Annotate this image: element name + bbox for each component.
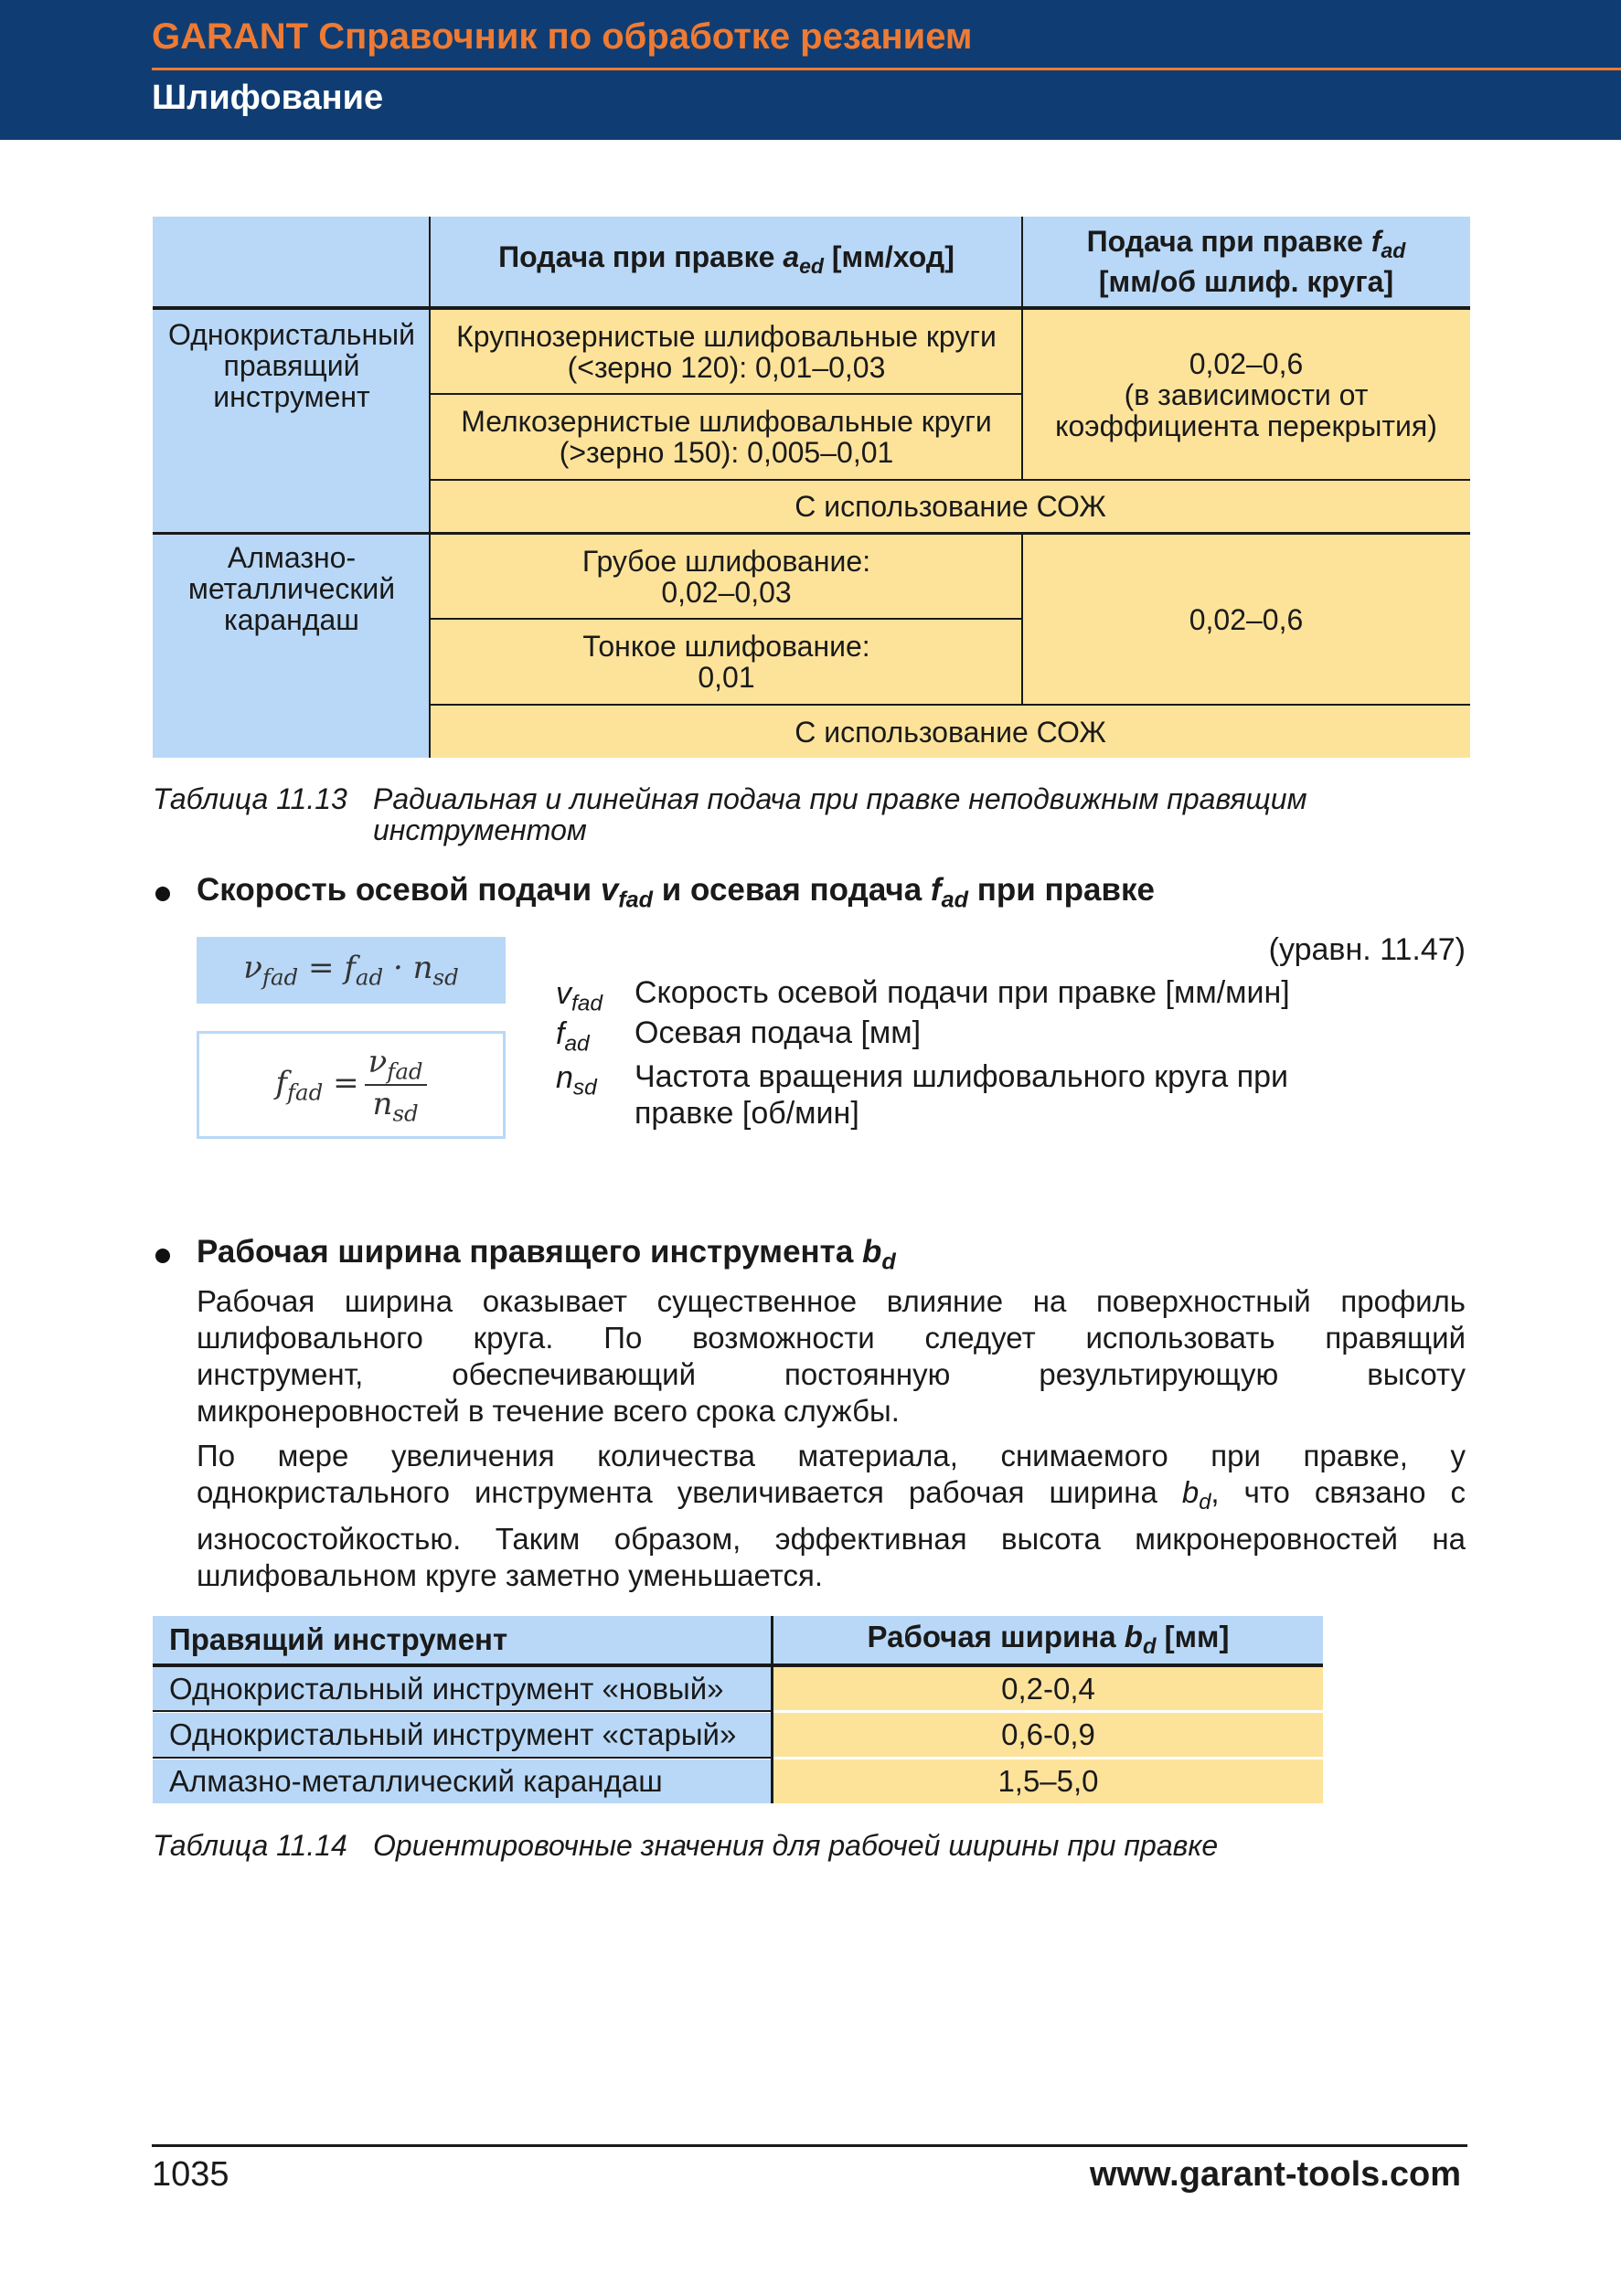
symbol-n-sd-desc: Частота вращения шлифовального круга при правке [об/мин] bbox=[635, 1059, 1289, 1131]
table1-rule bbox=[1021, 217, 1023, 306]
table2-rule bbox=[153, 1710, 772, 1712]
table1-rule bbox=[153, 306, 1470, 310]
table-row-width: 0,6-0,9 bbox=[773, 1713, 1323, 1757]
chapter-title: Шлифование bbox=[152, 79, 384, 117]
table1-group2-coolant: С использование СОЖ bbox=[431, 706, 1470, 758]
table2-rule bbox=[153, 1757, 772, 1759]
table1-col2-header: Подача при правке $a_{ed}$ [мм/ход] bbox=[431, 217, 1022, 306]
symbol-v-fad-desc: Скорость осевой подачи при правке [мм/мин] bbox=[635, 975, 1290, 1010]
table1-rule bbox=[153, 532, 1470, 535]
table1-group1-fine: Мелкозернистые шлифовальные круги (>зерно 150): 0,005–0,01 bbox=[431, 395, 1022, 479]
table1-rule bbox=[431, 618, 1022, 620]
table1-group1-feed: 0,02–0,6 (в зависимости от коэффициента перекрытия) bbox=[1022, 310, 1470, 479]
table2-header-tool: Правящий инструмент bbox=[153, 1616, 772, 1664]
table1-corner-cell bbox=[153, 217, 431, 306]
table-row-tool: Однокристальный инструмент «старый» bbox=[153, 1713, 772, 1757]
table1-group2-rough: Грубое шлифование: 0,02–0,03 bbox=[431, 535, 1022, 618]
table1-rule bbox=[429, 217, 431, 758]
table1-caption: Таблица 11.13 bbox=[153, 782, 347, 815]
bullet-icon bbox=[155, 1249, 170, 1263]
table1-caption-text: Радиальная и линейная подача при правке неподвижным правящим инструментом bbox=[373, 782, 1307, 846]
table2-rule bbox=[773, 1757, 1323, 1759]
table1-group2-feed: 0,02–0,6 bbox=[1022, 535, 1470, 704]
paragraph-working-width-2: По мере увеличения количества материала, снимаемого при правке, у однокристального инструмента увеличивается рабочая ширина $b_d$, что связано с износостойкостью. Таким образом, эффективная высота микронеровностей на шлифовальном круге заметно уменьшается. bbox=[197, 1439, 1466, 1593]
bullet-icon bbox=[155, 887, 170, 901]
section-heading-axial-feed: Скорость осевой подачи $v_{fad}$ и осевая подача $f_{ad}$ при правке bbox=[197, 872, 1155, 913]
symbol-f-ad: $f_{ad}$ bbox=[556, 1016, 590, 1057]
table-row-tool: Однокристальный инструмент «новый» bbox=[153, 1667, 772, 1710]
table1-group2-label: Алмазно- металлический карандаш bbox=[153, 535, 431, 758]
table1-rule bbox=[1021, 535, 1023, 704]
table1-group1-label: Однокристальный правящий инструмент bbox=[153, 310, 431, 532]
table2-caption: Таблица 11.14 bbox=[153, 1829, 347, 1862]
table-row-width: 1,5–5,0 bbox=[773, 1759, 1323, 1803]
table1-col3-header: Подача при правке $f_{ad}$ [мм/об шлиф. круга] bbox=[1022, 217, 1470, 306]
table2-caption-text: Ориентировочные значения для рабочей ширины при правке bbox=[373, 1829, 1219, 1862]
table1-group1-coolant: С использование СОЖ bbox=[431, 481, 1470, 532]
header-divider bbox=[152, 68, 1621, 70]
formula-feed-speed: $\nu_{fad} = f_{ad} \cdot n_{sd}$ bbox=[197, 937, 506, 1004]
formula-axial-feed: $f_{fad}$ = $\nu_{fad}$ $n_{sd}$ bbox=[197, 1031, 506, 1139]
website-link[interactable]: www.garant-tools.com bbox=[1089, 2155, 1461, 2194]
table1-group2-finish: Тонкое шлифование: 0,01 bbox=[431, 620, 1022, 704]
table2-rule bbox=[153, 1664, 1323, 1667]
book-title: GARANT Справочник по обработке резанием bbox=[152, 16, 973, 57]
symbol-v-fad: $v_{fad}$ bbox=[556, 976, 603, 1016]
equation-reference: (уравн. 11.47) bbox=[1268, 932, 1466, 967]
page-number: 1035 bbox=[152, 2155, 229, 2194]
table1-rule bbox=[1021, 310, 1023, 479]
table2-rule bbox=[771, 1616, 773, 1803]
paragraph-working-width-1: Рабочая ширина оказывает существенное влияние на поверхностный профиль шлифовального круга. По возможности следует использовать правящий инструмент, обеспечивающий постоянную результирующую высоту микронеровностей в течение всего срока службы. bbox=[197, 1284, 1466, 1428]
table1-group1-coarse: Крупнозернистые шлифовальные круги (<зерно 120): 0,01–0,03 bbox=[431, 310, 1022, 393]
table-row-width: 0,2-0,4 bbox=[773, 1667, 1323, 1710]
page-header bbox=[0, 0, 1621, 140]
section-heading-working-width: Рабочая ширина правящего инструмента $b_d$ bbox=[197, 1234, 896, 1275]
table2-header-width: Рабочая ширина $b_d$ [мм] bbox=[773, 1616, 1323, 1664]
symbol-n-sd: $n_{sd}$ bbox=[556, 1060, 597, 1100]
symbol-f-ad-desc: Осевая подача [мм] bbox=[635, 1015, 922, 1050]
table1-rule bbox=[431, 704, 1470, 706]
footer-divider bbox=[152, 2144, 1467, 2147]
table-row-tool: Алмазно-металлический карандаш bbox=[153, 1759, 772, 1803]
table1-rule bbox=[431, 393, 1022, 395]
table1-rule bbox=[431, 479, 1470, 481]
